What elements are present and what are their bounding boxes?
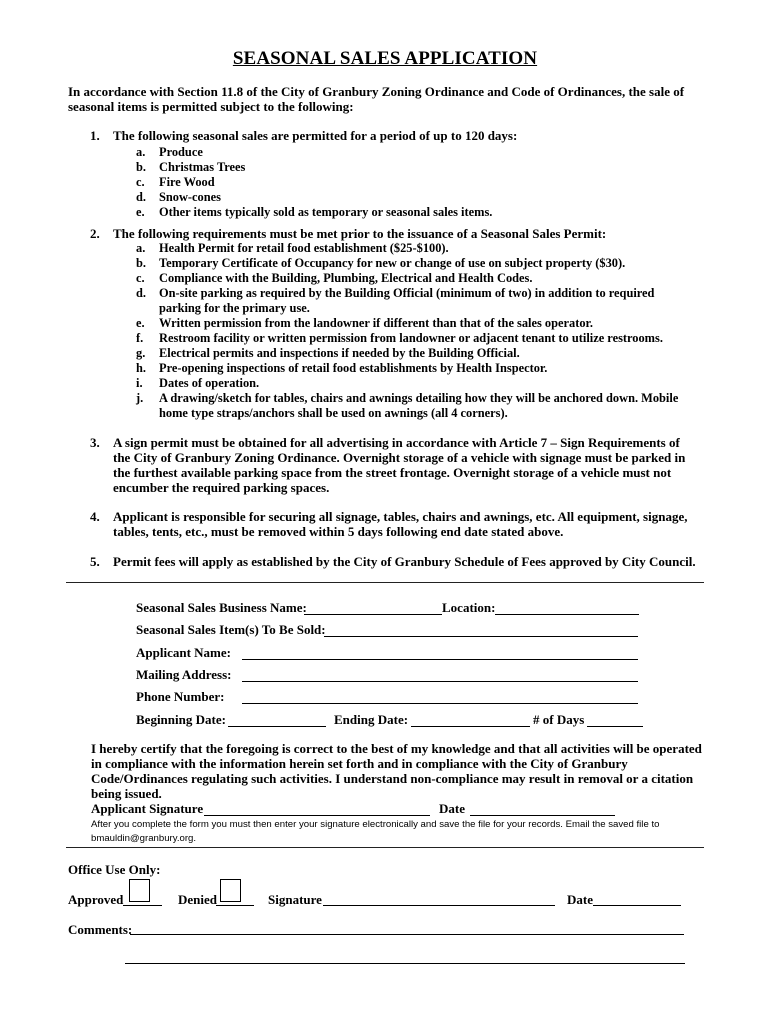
location-field[interactable] bbox=[495, 614, 639, 615]
certification-statement: I hereby certify that the foregoing is correct to the best of my knowledge and that all activities will be operated in compliance with the information herein set forth and in compliance with the City of Granbury Code/Ordinances regulating such activities. I understand non-compliance may result in removal or a citation being issued. bbox=[91, 741, 702, 801]
list-letter: d. bbox=[136, 190, 146, 204]
section-3-number: 3. bbox=[90, 435, 100, 450]
office-date-label: Date bbox=[567, 892, 593, 907]
ending-date-field[interactable] bbox=[411, 726, 530, 727]
list-letter: e. bbox=[136, 316, 145, 330]
business-name-label: Seasonal Sales Business Name: bbox=[136, 600, 307, 615]
office-date-field[interactable] bbox=[593, 905, 681, 906]
signature-date-label: Date bbox=[439, 801, 465, 816]
phone-number-field[interactable] bbox=[242, 703, 638, 704]
list-item-continued: parking for the primary use. bbox=[159, 301, 310, 315]
list-item: Other items typically sold as temporary or seasonal sales items. bbox=[159, 205, 493, 219]
list-letter: e. bbox=[136, 205, 145, 219]
list-item: Produce bbox=[159, 145, 203, 159]
beginning-date-field[interactable] bbox=[228, 726, 326, 727]
approved-checkbox[interactable] bbox=[129, 879, 150, 902]
num-days-field[interactable] bbox=[587, 726, 643, 727]
list-letter: b. bbox=[136, 256, 146, 270]
list-item: Compliance with the Building, Plumbing, Electrical and Health Codes. bbox=[159, 271, 533, 285]
num-days-label: # of Days bbox=[533, 712, 585, 727]
list-letter: a. bbox=[136, 145, 146, 159]
submission-note: After you complete the form you must then enter your signature electronically and save the file for your records. Email the saved file to bbox=[91, 819, 660, 830]
list-letter: a. bbox=[136, 241, 146, 255]
mailing-address-field[interactable] bbox=[242, 681, 638, 682]
applicant-signature-field[interactable] bbox=[204, 815, 430, 816]
applicant-name-field[interactable] bbox=[242, 659, 638, 660]
office-signature-field[interactable] bbox=[323, 905, 555, 906]
list-letter: j. bbox=[136, 391, 144, 405]
approved-line bbox=[123, 905, 162, 906]
office-signature-label: Signature bbox=[268, 892, 322, 907]
applicant-signature-label: Applicant Signature bbox=[91, 801, 204, 816]
list-letter: g. bbox=[136, 346, 146, 360]
ending-date-label: Ending Date: bbox=[334, 712, 409, 727]
list-item: Christmas Trees bbox=[159, 160, 246, 174]
denied-label: Denied bbox=[178, 892, 217, 907]
list-letter: d. bbox=[136, 286, 146, 300]
signature-date-field[interactable] bbox=[470, 815, 615, 816]
list-item: Written permission from the landowner if different than that of the sales operator. bbox=[159, 316, 593, 330]
office-divider bbox=[66, 847, 704, 848]
list-item: Snow-cones bbox=[159, 190, 221, 204]
section-5-text: Permit fees will apply as established by the City of Granbury Schedule of Fees approved by City Council. bbox=[113, 554, 696, 569]
section-4-number: 4. bbox=[90, 509, 100, 524]
list-item-continued: home type straps/anchors shall be used on awnings (all 4 corners). bbox=[159, 406, 508, 420]
section-4-text: Applicant is responsible for securing all signage, tables, chairs and awnings, etc. All equipment, signage, tables, tents, etc., must be removed within 5 days following end date stated above. bbox=[113, 509, 688, 539]
section-2-text: The following requirements must be met prior to the issuance of a Seasonal Sales Permit: bbox=[113, 226, 607, 241]
approved-label: Approved bbox=[68, 892, 124, 907]
list-item: Dates of operation. bbox=[159, 376, 260, 390]
list-letter: b. bbox=[136, 160, 146, 174]
section-1-text: The following seasonal sales are permitted for a period of up to 120 days: bbox=[113, 128, 518, 143]
page-title: SEASONAL SALES APPLICATION bbox=[232, 48, 538, 69]
business-name-field[interactable] bbox=[304, 614, 442, 615]
list-item: Electrical permits and inspections if needed by the Building Official. bbox=[159, 346, 520, 360]
comments-field[interactable] bbox=[130, 934, 684, 935]
list-item: A drawing/sketch for tables, chairs and awnings detailing how they will be anchored down. Mobile bbox=[159, 391, 679, 405]
office-use-heading: Office Use Only: bbox=[68, 862, 161, 877]
section-1-number: 1. bbox=[90, 128, 100, 143]
list-item: On-site parking as required by the Building Official (minimum of two) in addition to required bbox=[159, 286, 655, 300]
location-label: Location: bbox=[442, 600, 496, 615]
list-item: Pre-opening inspections of retail food establishments by Health Inspector. bbox=[159, 361, 548, 375]
list-letter: c. bbox=[136, 175, 145, 189]
items-sold-field[interactable] bbox=[324, 636, 638, 637]
list-letter: h. bbox=[136, 361, 146, 375]
section-5-number: 5. bbox=[90, 554, 100, 569]
section-2-number: 2. bbox=[90, 226, 100, 241]
comments-field-line-2[interactable] bbox=[125, 963, 685, 964]
section-3-text: A sign permit must be obtained for all advertising in accordance with Article 7 – Sign Requirements of the City of Granbury Zoning Ordinance. Overnight storage of a vehicle with signage must be parked in the furthest available parking space from the street frontage. Overnight storage of a vehicle must not encumber the required parking spaces. bbox=[113, 435, 686, 495]
list-letter: c. bbox=[136, 271, 145, 285]
list-item: Temporary Certificate of Occupancy for new or change of use on subject property ($30). bbox=[159, 256, 626, 270]
list-letter: i. bbox=[136, 376, 143, 390]
list-letter: f. bbox=[136, 331, 144, 345]
denied-checkbox[interactable] bbox=[220, 879, 241, 902]
items-sold-label: Seasonal Sales Item(s) To Be Sold: bbox=[136, 622, 326, 637]
intro-paragraph: In accordance with Section 11.8 of the City of Granbury Zoning Ordinance and Code of Ordinances, the sale of seasonal items is permitted subject to the following: bbox=[68, 84, 685, 114]
list-item: Restroom facility or written permission from landowner or adjacent tenant to utilize restrooms. bbox=[159, 331, 663, 345]
section-divider bbox=[66, 582, 704, 583]
phone-number-label: Phone Number: bbox=[136, 689, 225, 704]
list-item: Fire Wood bbox=[159, 175, 215, 189]
mailing-address-label: Mailing Address: bbox=[136, 667, 232, 682]
list-item: Health Permit for retail food establishment ($25-$100). bbox=[159, 241, 449, 255]
applicant-name-label: Applicant Name: bbox=[136, 645, 231, 660]
denied-line bbox=[216, 905, 254, 906]
comments-label: Comments: bbox=[68, 922, 133, 937]
submission-email: bmauldin@granbury.org. bbox=[91, 833, 197, 844]
beginning-date-label: Beginning Date: bbox=[136, 712, 226, 727]
